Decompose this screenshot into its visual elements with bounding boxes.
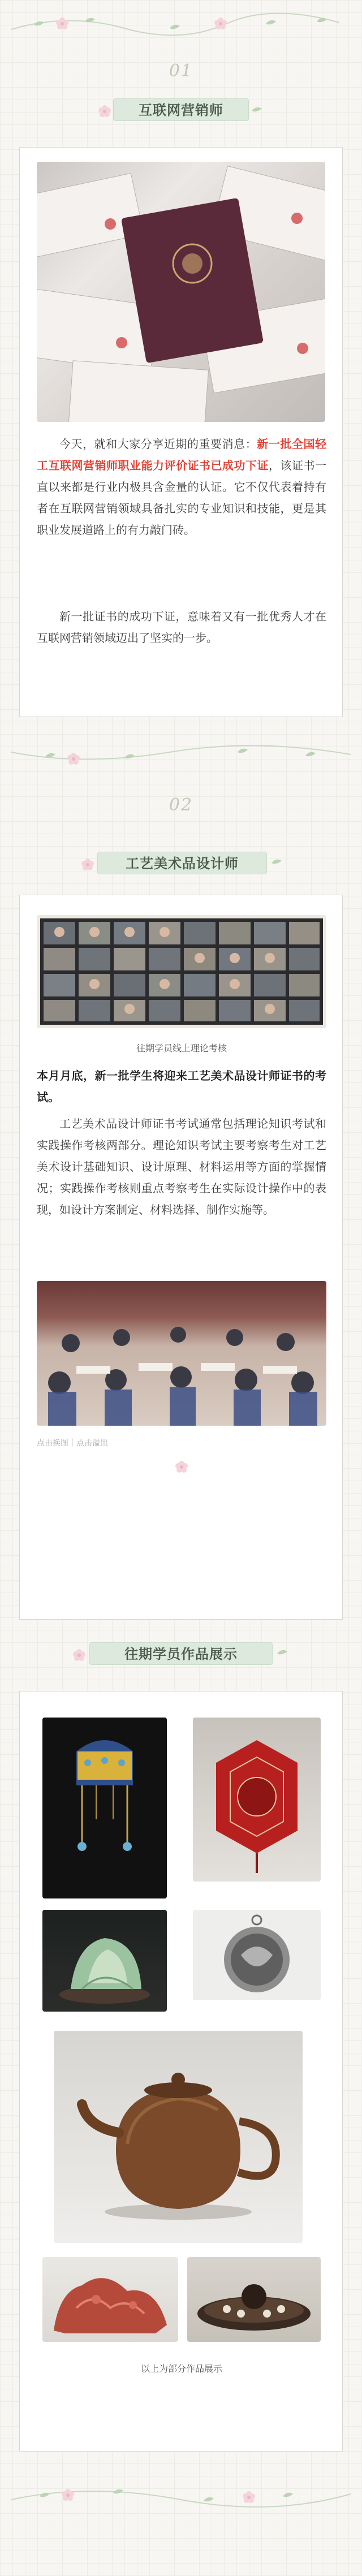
online-class-photo: [37, 915, 326, 1028]
section2-body: 工艺美术品设计师证书考试通常包括理论知识考试和实践操作考核两部分。理论知识考试主要考察考生对工艺美术设计基础知识、设计原理、材料运用等方面的掌握情况；实践操作考核则重点考察考生在实际设计操作中的表现，如设计方案制定、材料选择、制作实施等。: [37, 1117, 326, 1216]
certificate-photo: [37, 162, 325, 422]
work-photo-tea-tray: [187, 2257, 321, 2342]
section-title: 往期学员作品展示: [89, 1642, 273, 1665]
section1-card: [19, 147, 343, 717]
para1-tail: ，该证书一直以来都是行业内极具含金量的认证。它不仅代表着持有者在互联网营销领域具备扎实的专业知识和技能，更是其职业发展道路上的有力敲门砖。: [37, 459, 326, 537]
section-title-block: [0, 1634, 362, 1671]
photo-caption: 往期学员线上理论考核: [136, 1043, 227, 1054]
flower-icon: [173, 1459, 190, 1475]
section-title-block: [0, 90, 362, 127]
exam-classroom-photo: [37, 1281, 326, 1426]
flower-icon: [76, 856, 99, 873]
image-tip[interactable]: 点击换图｜点击溢出: [37, 1439, 108, 1448]
flower-icon: [68, 1647, 90, 1664]
section2-card: [19, 895, 343, 1620]
section1-paragraph-1: [37, 433, 326, 541]
section-number: 01: [169, 61, 193, 81]
flower-icon: [93, 103, 116, 120]
section2-lead: 本月月底，新一批学生将迎来工艺美术品设计师证书的考试。: [37, 1069, 326, 1104]
work-photo-pendant: [193, 1910, 321, 2000]
para1-lead: 今天，就和大家分享近期的重要消息：: [59, 437, 257, 451]
leaf-icon: [269, 853, 291, 870]
section-title-block: [0, 844, 362, 880]
section1-paragraph-2: 新一批证书的成功下证，意味着又有一批优秀人才在互联网营销领域迈出了坚实的一步。: [37, 610, 326, 645]
work-photo-lantern: [193, 1718, 321, 1882]
leaf-icon: [249, 101, 272, 118]
leaf-icon: [274, 1643, 297, 1660]
vine-decoration-top: [0, 7, 362, 41]
vine-decoration-bottom: [0, 2477, 362, 2517]
work-photo-coral: [42, 2257, 178, 2342]
work-photo-jade: [42, 1910, 167, 2012]
work-photo-teapot: [54, 2031, 303, 2243]
works-caption: 以上为部分作品展示: [140, 2363, 222, 2374]
vine-decoration-middle: [0, 735, 362, 769]
highlight-text: 新一批全国轻工互联网营销师职业能力评价证书已成功下证: [37, 437, 327, 472]
section3-card: [19, 1691, 343, 2452]
section-number: 02: [169, 795, 193, 815]
work-photo-headdress: [42, 1718, 167, 1898]
section-title: 互联网营销师: [113, 98, 249, 121]
section-title: 工艺美术品设计师: [97, 852, 267, 874]
